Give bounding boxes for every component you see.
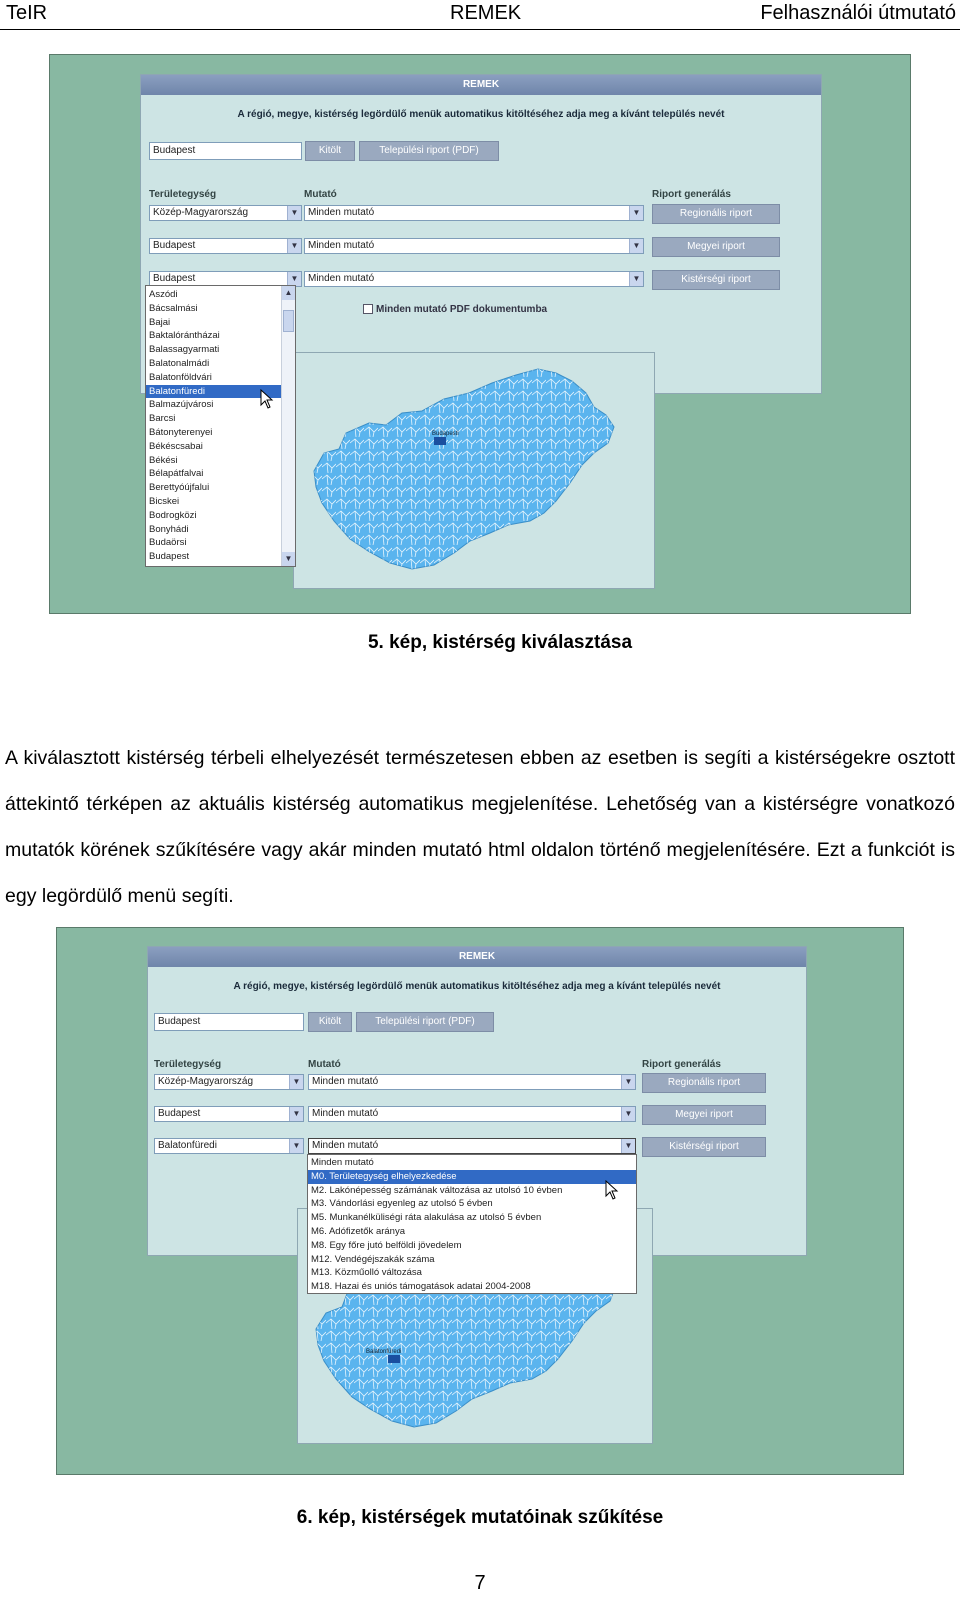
dropdown-option[interactable]: M0. Területegység elhelyezkedése xyxy=(308,1170,636,1184)
region-select[interactable] xyxy=(154,1074,304,1090)
chevron-down-icon: ▼ xyxy=(289,1139,303,1153)
all-pdf-checkbox-label: Minden mutató PDF dokumentumba xyxy=(376,304,548,315)
subregion-report-button[interactable]: Kistérségi riport xyxy=(642,1137,766,1157)
indicator-select-3-value: Minden mutató xyxy=(312,1140,379,1151)
dropdown-option[interactable]: Balatonfüredi xyxy=(146,385,295,399)
region-select-value: Közép-Magyarország xyxy=(153,207,249,218)
chevron-down-icon: ▼ xyxy=(289,1107,303,1121)
chevron-down-icon: ▼ xyxy=(287,206,301,220)
subregion-select[interactable] xyxy=(154,1138,304,1154)
indicator-select-2-value: Minden mutató xyxy=(312,1108,379,1119)
indicator-select-1-value: Minden mutató xyxy=(308,207,375,218)
county-select-value: Budapest xyxy=(153,240,196,251)
chevron-down-icon: ▼ xyxy=(289,1075,303,1089)
scroll-up-icon[interactable]: ▲ xyxy=(282,286,295,300)
indicator-select-3-value: Minden mutató xyxy=(308,273,375,284)
subregion-select-value: Budapest xyxy=(153,273,196,284)
hungary-map[interactable] xyxy=(294,353,656,590)
dropdown-option[interactable]: Budapest xyxy=(149,551,190,563)
instruction-text: A régió, megye, kistérség legördülő menük automatikus kitöltéséhez adja meg a kívánt település nevét xyxy=(233,981,721,992)
indicator-select-1[interactable] xyxy=(304,205,644,221)
fill-button[interactable]: Kitölt xyxy=(305,141,355,161)
header-left: TeIR xyxy=(6,2,48,24)
dropdown-option[interactable]: M8. Egy főre jutó belföldi jövedelem xyxy=(311,1239,462,1251)
instruction-text: A régió, megye, kistérség legördülő menük automatikus kitöltéséhez adja meg a kívánt település nevét xyxy=(237,109,725,120)
indicator-label: Mutató xyxy=(304,189,337,200)
county-select-value: Budapest xyxy=(158,1108,201,1119)
dropdown-option[interactable]: Bátonyterenyei xyxy=(149,426,213,438)
region-select-value: Közép-Magyarország xyxy=(158,1076,254,1087)
dropdown-option[interactable]: Balassagyarmati xyxy=(149,344,220,356)
indicator-select-2-value: Minden mutató xyxy=(308,240,375,251)
figure-6-caption: 6. kép, kistérségek mutatóinak szűkítése xyxy=(296,1507,664,1528)
dropdown-option[interactable]: Bajai xyxy=(149,316,171,328)
indicator-select-1-value: Minden mutató xyxy=(312,1076,379,1087)
page-header xyxy=(0,0,960,30)
territory-label: Területegység xyxy=(149,189,217,200)
indicator-select-2[interactable] xyxy=(304,238,644,254)
fill-button[interactable]: Kitölt xyxy=(308,1012,352,1032)
mouse-cursor-icon xyxy=(260,389,274,409)
dropdown-option[interactable]: Budaörsi xyxy=(149,537,187,549)
dropdown-option[interactable]: Békéscsabai xyxy=(149,440,203,452)
figure-5-screenshot xyxy=(49,54,911,614)
header-right: Felhasználói útmutató xyxy=(760,2,956,24)
header-center: REMEK xyxy=(450,2,522,24)
subregion-select-value: Balatonfüredi xyxy=(158,1140,217,1151)
map-district-label: Balatonfüredi xyxy=(366,1349,402,1355)
dropdown-option[interactable]: Bicskei xyxy=(149,495,180,507)
dropdown-scrollbar[interactable] xyxy=(281,286,295,566)
dropdown-option[interactable]: M3. Vándorlási egyenleg az utolsó 5 évben xyxy=(311,1198,493,1210)
territory-label: Területegység xyxy=(154,1059,222,1070)
panel-title: REMEK xyxy=(148,947,806,967)
dropdown-option[interactable]: Békési xyxy=(149,454,178,466)
indicator-label: Mutató xyxy=(308,1059,341,1070)
indicator-select-3[interactable] xyxy=(308,1138,636,1154)
indicator-select-3[interactable] xyxy=(304,271,644,287)
regional-report-button[interactable]: Regionális riport xyxy=(652,204,780,224)
chevron-down-icon: ▼ xyxy=(621,1107,635,1121)
settlement-report-button[interactable]: Települési riport (PDF) xyxy=(356,1012,494,1032)
report-label: Riport generálás xyxy=(642,1059,721,1070)
dropdown-option[interactable]: Minden mutató xyxy=(311,1157,374,1168)
indicator-select-2[interactable] xyxy=(308,1106,636,1122)
scroll-down-icon[interactable]: ▼ xyxy=(282,552,295,566)
chevron-down-icon: ▼ xyxy=(287,239,301,253)
county-report-button[interactable]: Megyei riport xyxy=(652,237,780,257)
highlighted-district xyxy=(434,437,446,445)
dropdown-option[interactable]: Aszódi xyxy=(149,289,178,300)
county-select[interactable] xyxy=(149,238,302,254)
dropdown-options xyxy=(146,286,295,564)
subregion-dropdown-list[interactable] xyxy=(145,285,296,567)
panel-title: REMEK xyxy=(141,75,821,95)
regional-report-button[interactable]: Regionális riport xyxy=(642,1073,766,1093)
chevron-down-icon: ▼ xyxy=(629,272,643,286)
subregion-report-button[interactable]: Kistérségi riport xyxy=(652,270,780,290)
chevron-down-icon: ▼ xyxy=(621,1075,635,1089)
scroll-thumb[interactable] xyxy=(283,310,294,332)
report-label: Riport generálás xyxy=(652,189,731,200)
indicator-select-1[interactable] xyxy=(308,1074,636,1090)
figure-5-caption: 5. kép, kistérség kiválasztása xyxy=(367,632,633,653)
dropdown-option[interactable]: M6. Adófizetők aránya xyxy=(311,1225,405,1237)
dropdown-option[interactable]: Baktalórántházai xyxy=(149,330,220,342)
dropdown-option[interactable]: Balatonalmádi xyxy=(149,357,210,369)
highlighted-district xyxy=(388,1355,400,1363)
figure-6-screenshot xyxy=(56,927,904,1475)
dropdown-option[interactable]: M2. Lakónépesség számának változása az utolsó 10 évben xyxy=(311,1184,563,1196)
dropdown-option[interactable]: Barcsi xyxy=(149,413,176,425)
body-paragraph: A kiválasztott kistérség térbeli elhelyezését természetesen ebben az esetben is segíti a kistérségekre osztott áttekintő térképen az aktuális kistérség automatikus megjelenítése. Lehetőség van a kistérségre vonatkozó mutatók körének szűkítésére vagy akár minden mutató html oldalon történő megjelenítésére. Ezt a funkciót is egy legördülő menü segíti. xyxy=(5,747,955,907)
dropdown-option[interactable]: Bodrogközi xyxy=(149,509,197,521)
dropdown-option[interactable]: Balmazújvárosi xyxy=(149,399,214,411)
settlement-search-input[interactable]: Budapest xyxy=(149,142,302,160)
dropdown-option[interactable]: Balatonföldvári xyxy=(149,371,212,383)
dropdown-option[interactable]: Bélapátfalvai xyxy=(149,468,204,480)
page-number: 7 xyxy=(474,1572,486,1594)
chevron-down-icon: ▼ xyxy=(629,239,643,253)
county-select[interactable] xyxy=(154,1106,304,1122)
region-select[interactable] xyxy=(149,205,302,221)
all-pdf-checkbox-row[interactable] xyxy=(363,304,547,315)
indicator-dropdown-list[interactable] xyxy=(307,1154,637,1294)
dropdown-options xyxy=(308,1155,636,1294)
settlement-report-button[interactable]: Települési riport (PDF) xyxy=(359,141,499,161)
chevron-down-icon: ▼ xyxy=(621,1139,635,1153)
dropdown-option[interactable]: Berettyóújfalui xyxy=(149,482,210,494)
dropdown-option[interactable]: Bonyhádi xyxy=(149,523,189,535)
settlement-search-input[interactable]: Budapest xyxy=(154,1013,304,1031)
county-report-button[interactable]: Megyei riport xyxy=(642,1105,766,1125)
dropdown-option[interactable]: M13. Közműolló változása xyxy=(311,1267,422,1279)
dropdown-option[interactable]: M12. Vendégéjszakák száma xyxy=(311,1253,435,1265)
map-district-label: Budapesti xyxy=(432,431,459,437)
chevron-down-icon: ▼ xyxy=(629,206,643,220)
mouse-cursor-icon xyxy=(605,1180,619,1200)
all-pdf-checkbox[interactable] xyxy=(363,304,373,314)
dropdown-option[interactable]: Bácsalmási xyxy=(149,302,198,314)
map-panel xyxy=(293,352,655,589)
dropdown-option[interactable]: M18. Hazai és uniós támogatások adatai 2004-2008 xyxy=(311,1281,531,1293)
chevron-down-icon: ▼ xyxy=(287,272,301,286)
dropdown-option[interactable]: M5. Munkanélküliségi ráta alakulása az utolsó 5 évben xyxy=(311,1212,542,1224)
